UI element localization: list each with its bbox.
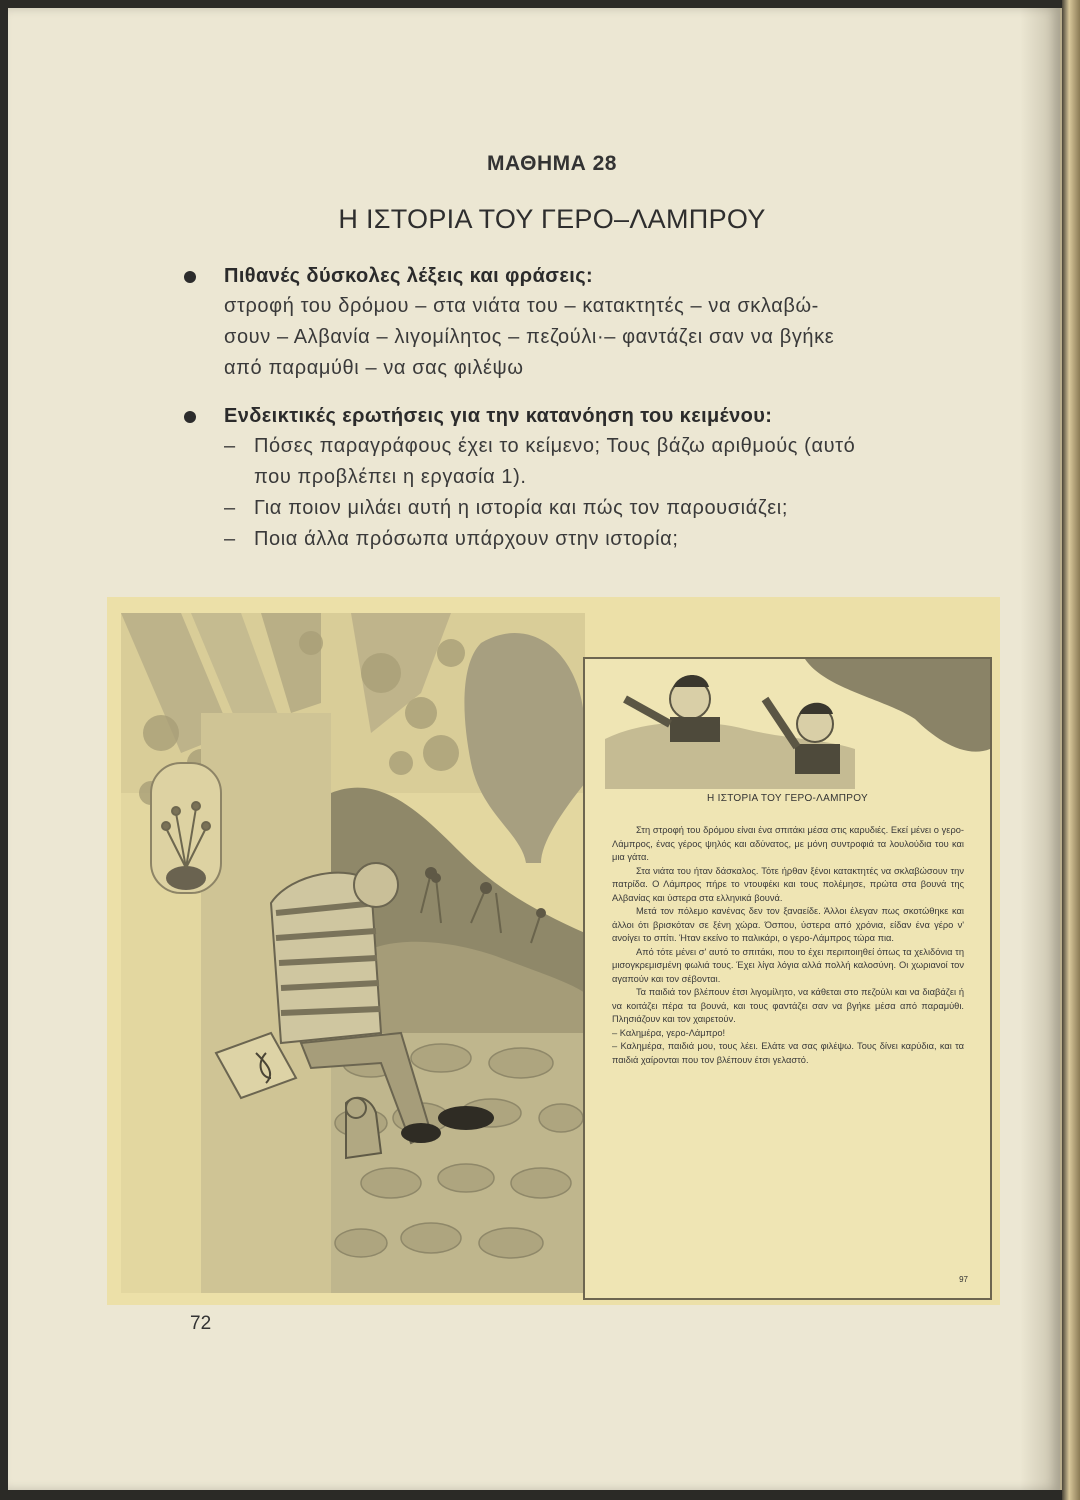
story-dialog-line: – Καλημέρα, γερο-Λάμπρο! xyxy=(612,1027,726,1038)
questions-section xyxy=(184,405,924,555)
question-line: Ποια άλλα πρόσωπα υπάρχουν στην ιστορία; xyxy=(254,528,679,550)
question-line: που προβλέπει η εργασία 1). xyxy=(254,466,527,488)
question-item xyxy=(224,431,924,493)
story-paragraph: Τα παιδιά τον βλέπουν έτσι λιγομίλητο, να κάθεται στο πεζούλι και να διαβάζει ή να κοιτάζει πέρα τα βουνά, και τους φαντάζει σαν να βγήκε μέσα από παραμύθι. Πλησιάζουν και τον χαιρετούν. xyxy=(612,987,964,1024)
questions-heading: Ενδεικτικές ερωτήσεις για την κατανόηση του κειμένου: xyxy=(224,405,773,427)
bullet-icon xyxy=(184,411,196,423)
question-item xyxy=(224,524,924,555)
difficult-words-line: σουν – Αλβανία – λιγομίλητος – πεζούλι·– φαντάζει σαν να βγήκε xyxy=(224,326,835,348)
story-dialog-line: – Καλημέρα, παιδιά μου, τους λέει. Ελάτε να σας φιλέψω. Τους δίνει καρύδια, και τα παιδιά χαίρονται που τον βλέπουν έτσι γελαστό. xyxy=(612,1041,964,1065)
reproduced-textbook-page xyxy=(107,597,1000,1305)
question-line: Για ποιον μιλάει αυτή η ιστορία και πώς τον παρουσιάζει; xyxy=(254,497,788,519)
story-paragraph: Από τότε μένει σ' αυτό το σπιτάκι, που το έχει περιποιηθεί όπως τα χελιδόνια τη μισογκρεμισμένη φωλιά τους. Έχει λίγα λόγια αλλά πολλή καλοσύνη. Οι χωριανοί τον αγαπούν και τον σέβονται. xyxy=(612,946,964,984)
page-number: 72 xyxy=(190,1313,212,1334)
story-text xyxy=(612,824,964,1067)
story-box xyxy=(583,657,992,1300)
difficult-words-line: στροφή του δρόμου – στα νιάτα του – κατακτητές – να σκλαβώ- xyxy=(224,295,819,317)
question-line: Πόσες παραγράφους έχει το κείμενο; Τους βάζω αριθμούς (αυτό xyxy=(254,435,856,457)
story-title: Η ΙΣΤΟΡΙΑ ΤΟΥ ΓΕΡΟ-ΛΑΜΠΡΟΥ xyxy=(707,793,868,804)
story-paragraph: Στη στροφή του δρόμου είναι ένα σπιτάκι μέσα στις καρυδιές. Εκεί μένει ο γερο-Λάμπρος, ένας γέρος ψηλός και αδύνατος, με μόνη συντροφιά τα λουλούδια του και μια γάτα. xyxy=(612,825,964,862)
reproduced-page-number: 97 xyxy=(959,1275,968,1284)
story-heading: Η ΙΣΤΟΡΙΑ ΤΟΥ ΓΕΡΟ–ΛΑΜΠΡΟΥ xyxy=(338,204,766,234)
questions-list xyxy=(224,431,924,555)
old-man-illustration xyxy=(121,613,585,1293)
lesson-title: ΜΑΘΗΜΑ 28 xyxy=(487,152,617,175)
dash-marker: – xyxy=(224,528,236,550)
story-paragraph: Στα νιάτα του ήταν δάσκαλος. Τότε ήρθαν ξένοι κατακτητές να σκλαβώσουν την πατρίδα. Ο Λάμπρος πήρε το ντουφέκι και τους πολέμησε, πρώτα στα βουνά της Αλβανίας και ύστερα στα ελληνικά βουνά. xyxy=(612,865,964,903)
story-paragraph: Μετά τον πόλεμο κανένας δεν τον ξαναείδε. Άλλοι έλεγαν πως σκοτώθηκε και άλλοι ότι βρισκόταν σε ξένη χώρα. Όσπου, ύστερα από χρόνια, είδαν ένα γέρο ν' ανοίγει το σπίτι. Ήταν εκείνο το παλικάρι, ο γερο-Λάμπρος τώρα πια. xyxy=(612,906,964,943)
dash-marker: – xyxy=(224,435,236,457)
children-illustration xyxy=(585,659,990,789)
difficult-words-section xyxy=(184,265,924,384)
question-item xyxy=(224,493,924,524)
difficult-words-list xyxy=(224,291,924,384)
difficult-words-line: από παραμύθι – να σας φιλέψω xyxy=(224,357,524,379)
difficult-words-heading: Πιθανές δύσκολες λέξεις και φράσεις: xyxy=(224,265,594,287)
bullet-icon xyxy=(184,271,196,283)
dash-marker: – xyxy=(224,497,236,519)
